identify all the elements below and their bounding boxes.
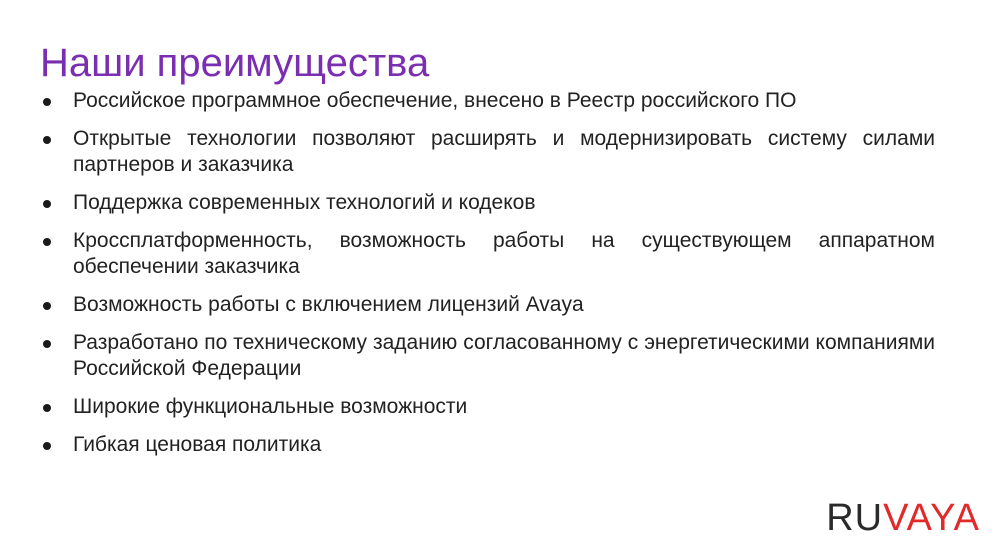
logo-part-ru: RU: [826, 497, 884, 539]
list-item-text: Российское программное обеспечение, внесено в Реестр российского ПО: [73, 89, 797, 112]
bullet-icon: [43, 238, 51, 246]
list-item: [40, 292, 935, 318]
bullet-icon: [43, 442, 51, 450]
list-item: [40, 190, 935, 216]
bullet-icon: [43, 136, 51, 144]
bullet-icon: [43, 200, 51, 208]
list-item-text: Возможность работы с включением лицензий Avaya: [73, 293, 584, 316]
list-item: [40, 432, 935, 458]
ruvaya-logo: [826, 494, 980, 542]
list-item-text: Кроссплатформенность, возможность работы на существующем аппаратном обеспечении заказчика: [73, 229, 935, 278]
slide-title: Наши преимущества: [40, 40, 430, 85]
bullet-icon: [43, 404, 51, 412]
logo-part-vaya: VAYA: [883, 497, 980, 539]
bullet-icon: [43, 302, 51, 310]
list-item-text: Разработано по техническому заданию согласованному с энергетическими компаниями Российской Федерации: [73, 331, 935, 380]
list-item-text: Открытые технологии позволяют расширять и модернизировать систему силами партнеров и заказчика: [73, 127, 935, 176]
list-item: [40, 394, 935, 420]
list-item-text: Поддержка современных технологий и кодеков: [73, 191, 536, 214]
bullet-icon: [43, 340, 51, 348]
list-item: [40, 330, 935, 382]
bullet-icon: [43, 98, 51, 106]
list-item-text: Гибкая ценовая политика: [73, 433, 322, 456]
advantages-list: [40, 88, 935, 458]
list-item: [40, 126, 935, 178]
list-item: [40, 88, 935, 114]
list-item-text: Широкие функциональные возможности: [73, 395, 468, 418]
list-item: [40, 228, 935, 280]
